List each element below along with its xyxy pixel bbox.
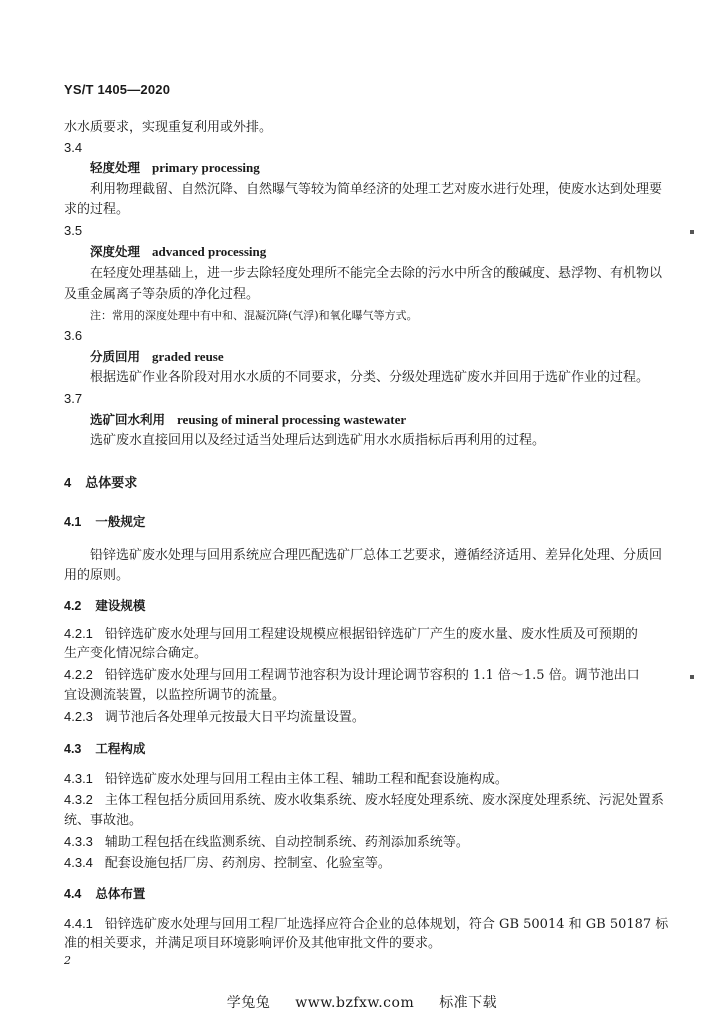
clause-line [64,853,660,874]
clause-number: 4.3.4 [64,855,93,870]
paragraph-line: 水水质要求，实现重复利用或外排。 [64,120,273,135]
footer-site-name: 学兔兔 [226,995,271,1011]
page-number: 2 [64,954,71,967]
paragraph-line: 宜设测流装置，以监控所调节的流量。 [64,688,286,703]
footer-label: 标准下载 [439,995,498,1011]
clause-text: 铅锌选矿废水处理与回用工程厂址选择应符合企业的总体规划，符合 GB 50014 和 GB 50187 标 [104,917,669,932]
term-entry [90,242,660,263]
heading-text: 建设规模 [95,598,146,613]
clause-line [64,914,669,935]
clause-line [64,665,660,686]
paragraph-line: 利用物理截留、自然沉降、自然曝气等较为简单经济的处理工艺对废水进行处理，使废水达到处理要 [90,182,663,197]
term-entry [90,410,660,431]
paragraph-line: 生产变化情况综合确定。 [64,646,208,661]
heading-text: 工程构成 [95,741,146,756]
clause-number: 4.3.3 [64,834,93,849]
term-chinese: 选矿回水利用 [90,412,166,427]
paragraph-line: 铅锌选矿废水处理与回用系统应合理匹配选矿厂总体工艺要求，遵循经济适用、差异化处理、分质回 [90,548,663,563]
heading-number: 4.4 [64,887,82,901]
clause-text: 主体工程包括分质回用系统、废水收集系统、废水轻度处理系统、废水深度处理系统、污泥处置系 [104,793,664,808]
heading-number: 4.3 [64,742,82,756]
section-heading [64,473,660,494]
clause-number: 4.3.1 [64,771,93,786]
term-entry [90,158,660,179]
clause-line [64,769,660,790]
heading-number: 4.1 [64,515,82,529]
term-chinese: 深度处理 [90,244,141,259]
watermark-footer [0,992,724,1012]
note-line: 注：常用的深度处理中有中和、混凝沉降(气浮)和氧化曝气等方式。 [90,309,418,322]
heading-text: 一般规定 [95,514,146,529]
clause-number: 4.2.1 [64,626,93,641]
term-english: advanced processing [152,244,267,259]
clause-number: 4.2.3 [64,709,93,724]
clause-number: 4.3.2 [64,792,93,807]
heading-number: 4 [64,475,72,490]
term-english: primary processing [152,160,260,175]
subsection-heading [64,884,660,904]
term-number: 3.5 [64,223,83,238]
clause-number: 4.2.2 [64,667,93,682]
heading-text: 总体要求 [85,476,138,491]
heading-number: 4.2 [64,599,82,613]
subsection-heading [64,512,660,532]
scan-mark [690,675,694,679]
clause-text: 铅锌选矿废水处理与回用工程建设规模应根据铅锌选矿厂产生的废水量、废水性质及可预期的 [104,627,638,642]
term-number: 3.7 [64,391,83,406]
term-number: 3.4 [64,140,83,155]
term-english: graded reuse [152,349,224,364]
paragraph-line: 用的原则。 [64,568,130,583]
clause-line [64,707,660,728]
term-chinese: 分质回用 [90,349,141,364]
clause-text: 配套设施包括厂房、药剂房、控制室、化验室等。 [104,856,391,871]
heading-text: 总体布置 [95,886,146,901]
paragraph-line: 根据选矿作业各阶段对用水水质的不同要求，分类、分级处理选矿废水并回用于选矿作业的过程。 [90,370,650,385]
standard-code-header: YS/T 1405—2020 [64,82,171,97]
clause-line [64,790,664,811]
footer-url[interactable]: www.bzfxw.com [295,995,415,1011]
term-english: reusing of mineral processing wastewater [177,412,407,427]
clause-number: 4.4.1 [64,916,93,931]
clause-text: 调节池后各处理单元按最大日平均流量设置。 [104,710,365,725]
subsection-heading [64,596,660,616]
term-number: 3.6 [64,328,83,343]
scan-mark [690,230,694,234]
paragraph-line: 统、事故池。 [64,813,143,828]
clause-line [64,624,660,645]
subsection-heading [64,739,660,759]
term-chinese: 轻度处理 [90,160,141,175]
clause-text: 辅助工程包括在线监测系统、自动控制系统、药剂添加系统等。 [104,835,469,850]
term-entry [90,347,660,368]
clause-line [64,832,660,853]
paragraph-line: 在轻度处理基础上，进一步去除轻度处理所不能完全去除的污水中所含的酸碱度、悬浮物、有机物以 [90,266,663,281]
clause-text: 铅锌选矿废水处理与回用工程调节池容积为设计理论调节容积的 1.1 倍～1.5 倍。调节池出口 [104,668,640,683]
paragraph-line: 及重金属离子等杂质的净化过程。 [64,287,260,302]
paragraph-line: 求的过程。 [64,202,130,217]
paragraph-line: 准的相关要求，并满足项目环境影响评价及其他审批文件的要求。 [64,936,442,951]
clause-text: 铅锌选矿废水处理与回用工程由主体工程、辅助工程和配套设施构成。 [104,772,508,787]
paragraph-line: 选矿废水直接回用以及经过适当处理后达到选矿用水水质指标后再利用的过程。 [90,433,546,448]
